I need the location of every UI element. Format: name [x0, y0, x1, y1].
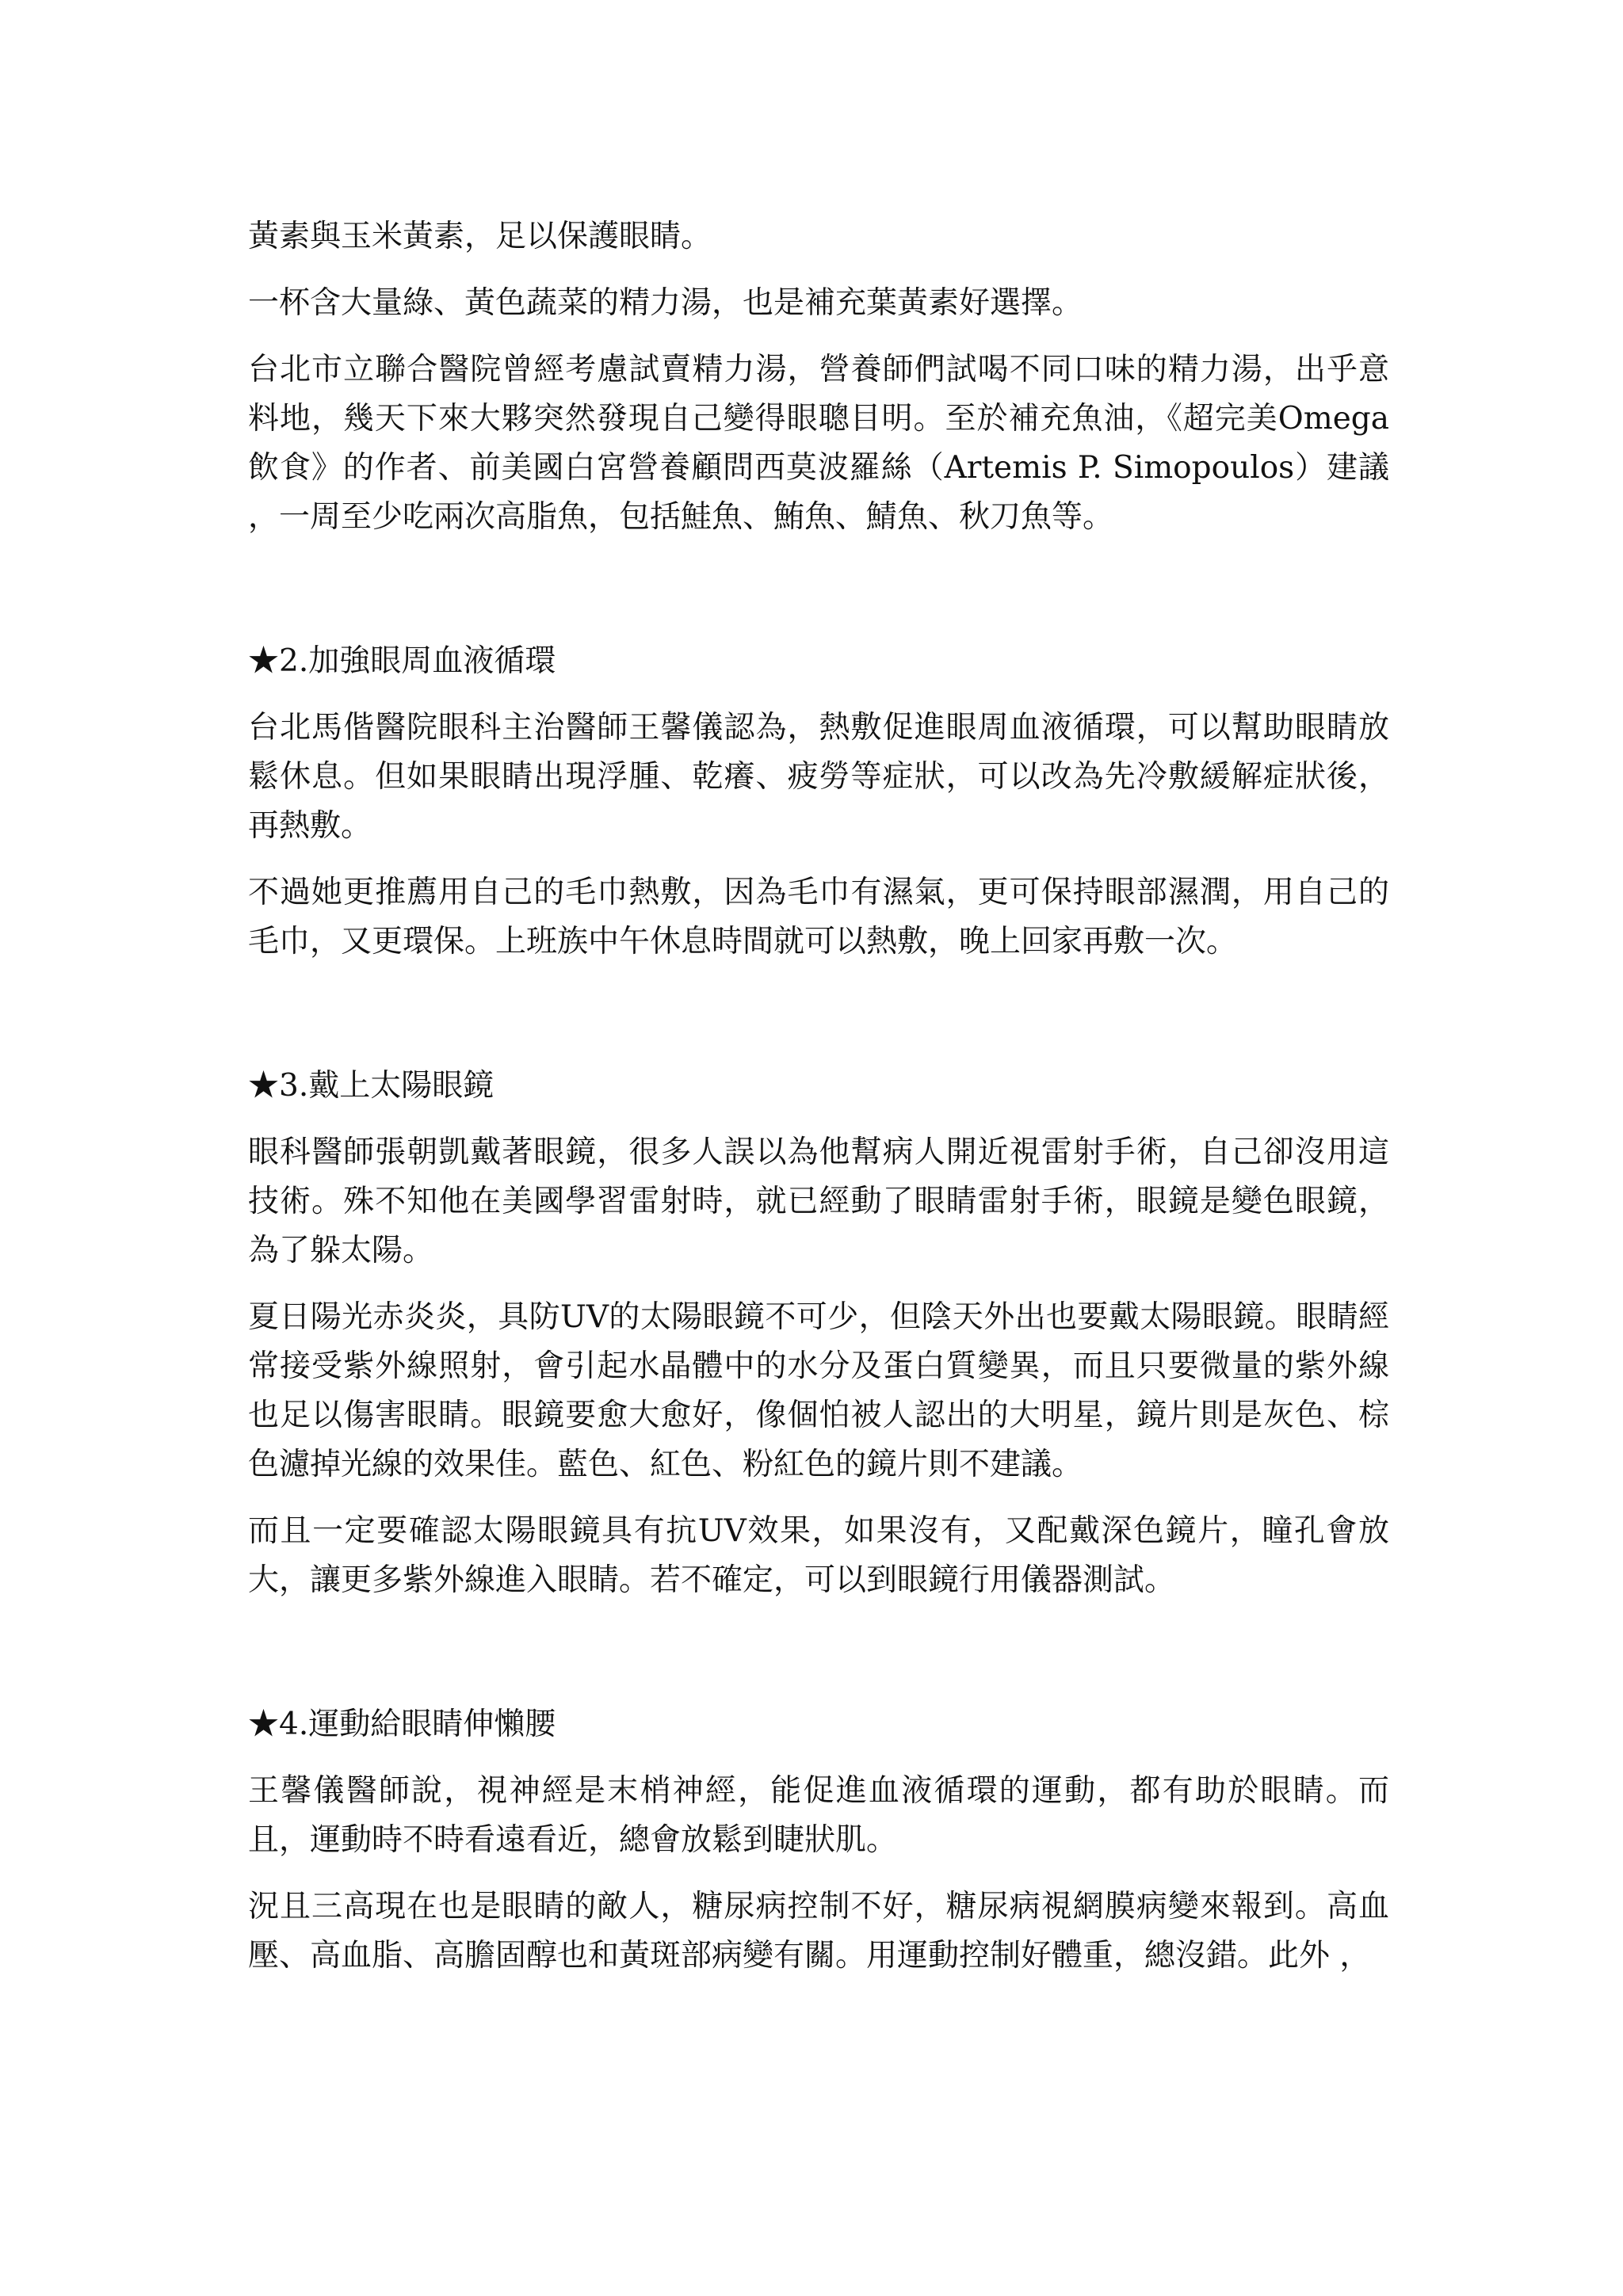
section-heading: ★2.加強眼周血液循環	[248, 643, 556, 679]
section-heading: ★4.運動給眼睛伸懶腰	[248, 1707, 556, 1742]
section-spacer	[248, 1623, 1389, 1700]
section-spacer	[248, 559, 1389, 637]
paragraph: 一杯含大量綠、黃色蔬菜的精力湯，也是補充葉黃素好選擇。	[248, 285, 1083, 321]
paragraph: 眼科醫師張朝凱戴著眼鏡，很多人誤以為他幫病人開近視雷射手術，自己卻沒用這技術。殊不知他在美國學習雷射時，就已經動了眼睛雷射手術，眼鏡是變色眼鏡，為了躲太陽。	[248, 1135, 1389, 1268]
document-body	[248, 212, 1389, 1998]
section-heading: ★3.戴上太陽眼鏡	[248, 1068, 495, 1104]
paragraph: 台北馬偕醫院眼科主治醫師王馨儀認為，熱敷促進眼周血液循環，可以幫助眼睛放鬆休息。但如果眼睛出現浮腫、乾癢、疲勞等症狀，可以改為先冷敷緩解症狀後，再熱敷。	[248, 710, 1389, 844]
paragraph: 王馨儀醫師說，視神經是末梢神經，能促進血液循環的運動，都有助於眼睛。而且，運動時不時看遠看近，總會放鬆到睫狀肌。	[248, 1773, 1389, 1858]
paragraph: 不過她更推薦用自己的毛巾熱敷，因為毛巾有濕氣，更可保持眼部濕潤，用自己的毛巾，又更環保。上班族中午休息時間就可以熱敷，晚上回家再敷一次。	[248, 875, 1389, 959]
paragraph: 黃素與玉米黃素，足以保護眼睛。	[248, 219, 712, 254]
section-spacer	[248, 984, 1389, 1062]
paragraph: 台北市立聯合醫院曾經考慮試賣精力湯，營養師們試喝不同口味的精力湯，出乎意料地，幾天下來大夥突然發現自己變得眼聰目明。至於補充魚油，《超完美Omega飲食》的作者、前美國白宮營養顧問西莫波羅絲（Artemis P. Simopoulos）建議 ，一周至少吃兩次高脂魚，包括鮭魚、鮪魚、鯖魚、秋刀魚等。	[248, 352, 1389, 535]
paragraph: 而且一定要確認太陽眼鏡具有抗UV效果，如果沒有，又配戴深色鏡片，瞳孔會放大，讓更多紫外線進入眼睛。若不確定，可以到眼鏡行用儀器測試。	[248, 1513, 1389, 1598]
paragraph: 況且三高現在也是眼睛的敵人，糖尿病控制不好，糖尿病視網膜病變來報到。高血壓、高血脂、高膽固醇也和黃斑部病變有關。用運動控制好體重，總沒錯。此外 ，	[248, 1889, 1389, 1974]
paragraph: 夏日陽光赤炎炎，具防UV的太陽眼鏡不可少，但陰天外出也要戴太陽眼鏡。眼睛經常接受紫外線照射，會引起水晶體中的水分及蛋白質變異，而且只要微量的紫外線也足以傷害眼睛。眼鏡要愈大愈好，像個怕被人認出的大明星，鏡片則是灰色、棕色濾掉光線的效果佳。藍色、紅色、粉紅色的鏡片則不建議。	[248, 1299, 1389, 1482]
